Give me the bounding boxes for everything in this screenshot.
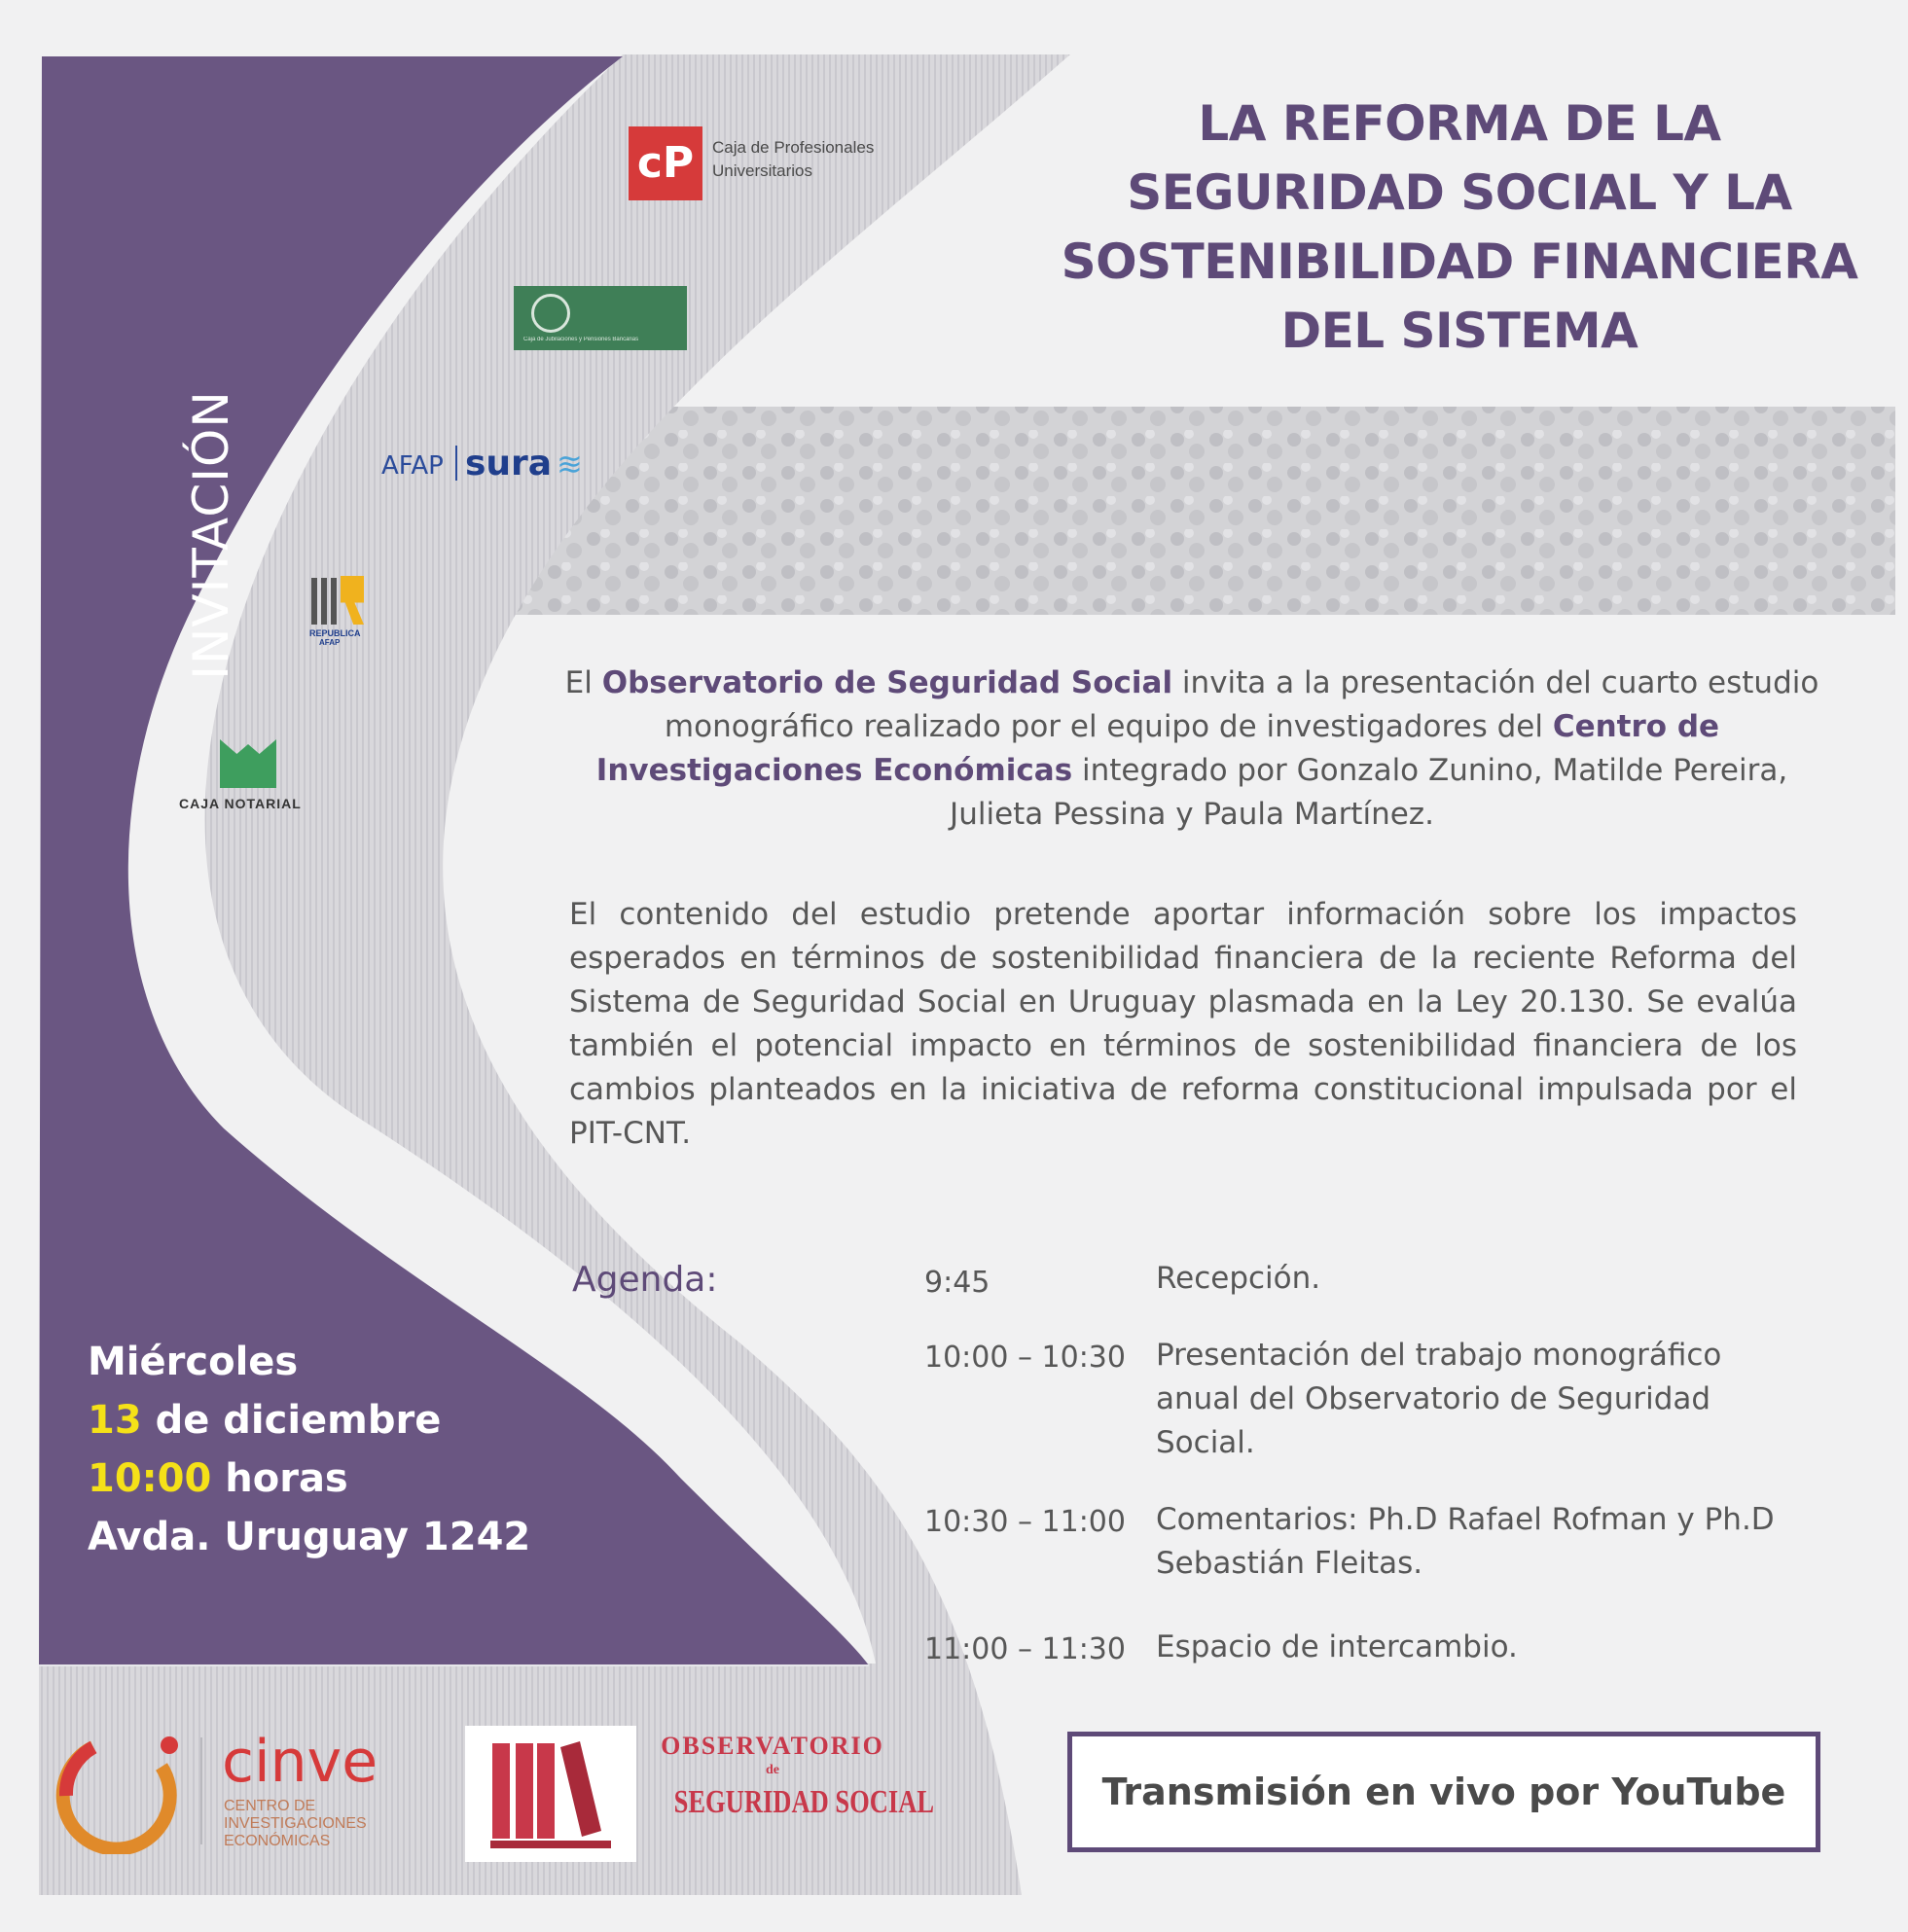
caja-notarial-logo: [179, 739, 325, 817]
agenda-desc: Presentación del trabajo monográfico anual del Observatorio de Seguridad Social.: [1156, 1338, 1722, 1460]
event-date: 13 de diciembre: [88, 1398, 442, 1443]
youtube-stream-button[interactable]: [1067, 1732, 1820, 1852]
youtube-stream-label: Transmisión en vivo por YouTube: [1101, 1771, 1786, 1813]
crowd-photo: [506, 407, 1895, 615]
sura-afap-text: AFAP: [381, 451, 444, 481]
study-description: El contenido del estudio pretende aportar información sobre los impactos esperados en términos de sostenibilidad financiera de la reciente Reforma del Sistema de Seguridad Social en Uruguay plasmada en la Ley 20.130. Se evalúa también el potencial impacto en términos de sostenibilidad financiera de los cambios planteados en la iniciativa de reforma constitucional impulsada por el PIT-CNT.: [569, 897, 1797, 1151]
event-day: Miércoles: [88, 1340, 299, 1384]
observatorio-line: SEGURIDAD SOCIAL: [673, 1784, 935, 1820]
republica-caption: REPUBLICA: [309, 628, 361, 638]
notarial-emblem-icon: [220, 739, 276, 788]
republica-caption-2: AFAP: [319, 638, 341, 647]
cjpb-emblem-icon: [531, 294, 570, 333]
event-title: [1031, 89, 1888, 366]
republica-r-icon: [341, 576, 364, 625]
cjppu-name-line: Universitarios: [712, 161, 812, 180]
cjppu-name-line: Caja de Profesionales: [712, 138, 875, 157]
intro-paragraph: El Observatorio de Seguridad Social invita a la presentación del cuarto estudio monográfico realizado por el equipo de investigadores del Centro de Investigaciones Económicas integrado por Gonzalo Zunino, Matilde Pereira, Julieta Pessina y Paula Martínez.: [564, 665, 1819, 832]
event-time: 10:00 horas: [88, 1456, 348, 1501]
cinve-logo: [54, 1728, 405, 1854]
agenda-desc: Espacio de intercambio.: [1156, 1629, 1518, 1664]
observatorio-line: de: [766, 1763, 779, 1777]
agenda-time: 11:00 – 11:30: [924, 1632, 1126, 1666]
republica-afap-logo: [307, 574, 385, 652]
observatorio-line: OBSERVATORIO: [661, 1732, 884, 1760]
observatorio-logo-text: [646, 1732, 935, 1821]
cinve-caption-line: CENTRO DE: [224, 1798, 316, 1814]
agenda-time: 10:00 – 10:30: [924, 1341, 1126, 1375]
agenda-time: 9:45: [924, 1266, 990, 1300]
agenda-desc: Comentarios: Ph.D Rafael Rofman y Ph.D Sebastián Fleitas.: [1156, 1502, 1775, 1581]
agenda-desc: Recepción.: [1156, 1261, 1321, 1296]
cjppu-logo: [629, 126, 920, 200]
title-line: SOSTENIBILIDAD FINANCIERA: [1061, 233, 1858, 290]
title-line: DEL SISTEMA: [1280, 303, 1638, 359]
agenda-time: 10:30 – 11:00: [924, 1505, 1126, 1539]
cinve-caption-line: INVESTIGACIONES: [224, 1815, 367, 1832]
observatorio-emblem: [465, 1726, 636, 1862]
observatorio-name: Observatorio de Seguridad Social: [601, 665, 1173, 700]
event-place: Avda. Uruguay 1242: [88, 1515, 531, 1559]
agenda-label: Agenda:: [572, 1260, 718, 1300]
books-icon: [465, 1726, 636, 1862]
title-line: LA REFORMA DE LA: [1198, 95, 1721, 152]
cinve-caption-line: ECONÓMICAS: [224, 1833, 331, 1849]
event-details: [88, 1333, 530, 1566]
cjppu-icon: cP: [629, 126, 702, 200]
invitation-label: INVITACIÓN: [183, 390, 239, 680]
cinve-name: Centro de Investigaciones Económicas: [595, 709, 1720, 788]
sura-wing-icon: ≋: [557, 447, 583, 482]
sura-logo: [381, 442, 595, 486]
notarial-caption: CAJA NOTARIAL: [179, 796, 302, 811]
sura-brand-text: sura: [465, 444, 553, 483]
title-line: SEGURIDAD SOCIAL Y LA: [1127, 164, 1792, 221]
cinve-ring-icon: [54, 1728, 181, 1854]
cjpb-caption: Caja de Jubilaciones y Pensiones Bancarias: [523, 337, 639, 342]
cinve-wordmark: cinve: [222, 1728, 378, 1796]
cjpb-logo: [514, 286, 687, 350]
